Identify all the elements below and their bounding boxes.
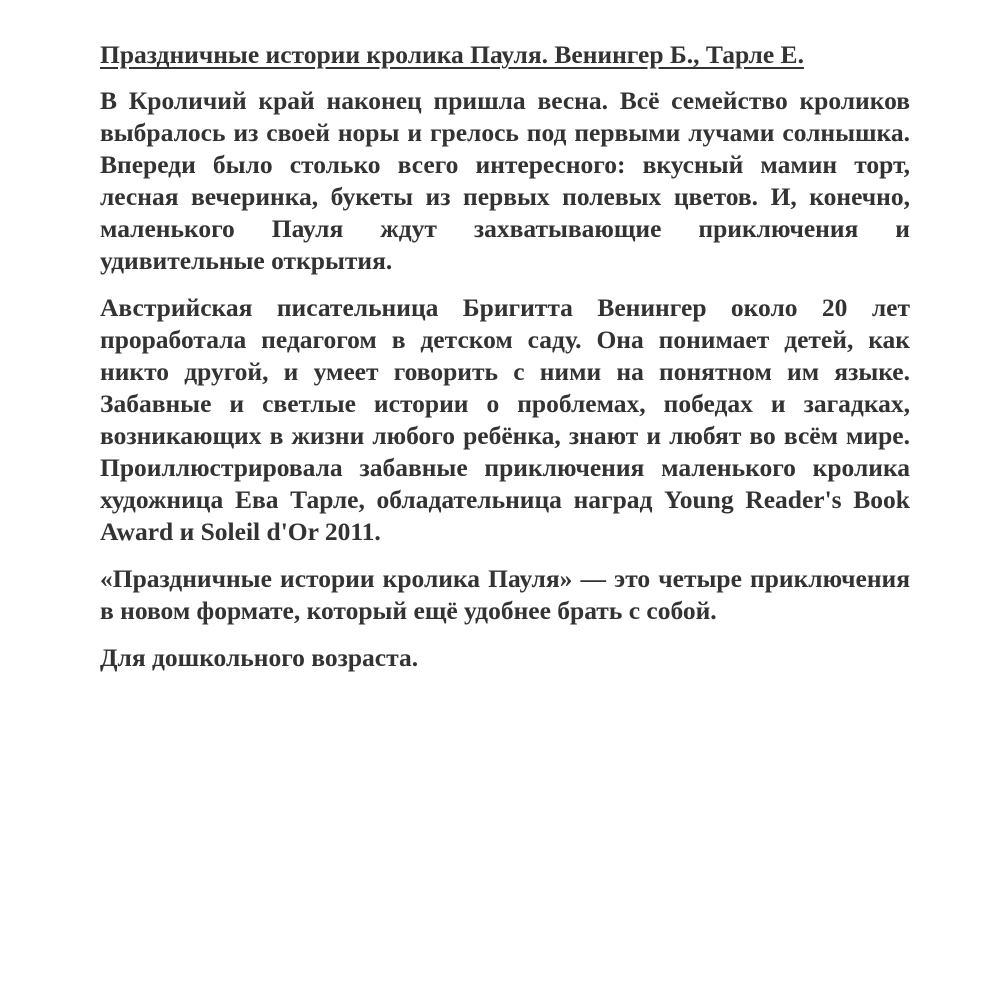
product-description	[100, 38, 910, 689]
age-recommendation: Для дошкольного возраста.	[100, 643, 419, 672]
book-title: Праздничные истории кролика Пауля. Венингер Б., Тарле Е.	[100, 40, 804, 69]
description-paragraph-spring: В Кроличий край наконец пришла весна. Всё семейство кроликов выбралось из своей норы и грелось под первыми лучами солнышка. Впереди было столько всего интересного: вкусный мамин торт, лесная вечеринка, букеты из первых полевых цветов. И, конечно, маленького Пауля ждут захватывающие приключения и удивительные открытия.	[100, 86, 910, 275]
description-paragraph-format: «Праздничные истории кролика Пауля» — это четыре приключения в новом формате, который ещё удобнее брать с собой.	[100, 564, 910, 625]
description-paragraph-author: Австрийская писательница Бригитта Венингер около 20 лет проработала педагогом в детском саду. Она понимает детей, как никто другой, и умеет говорить с ними на понятном им языке. Забавные и светлые истории о проблемах, победах и загадках, возникающих в жизни любого ребёнка, знают и любят во всём мире. Проиллюстрировала забавные приключения маленького кролика художница Ева Тарле, обладательница наград Young Reader's Book Award и Soleil d'Or 2011.	[100, 293, 910, 546]
